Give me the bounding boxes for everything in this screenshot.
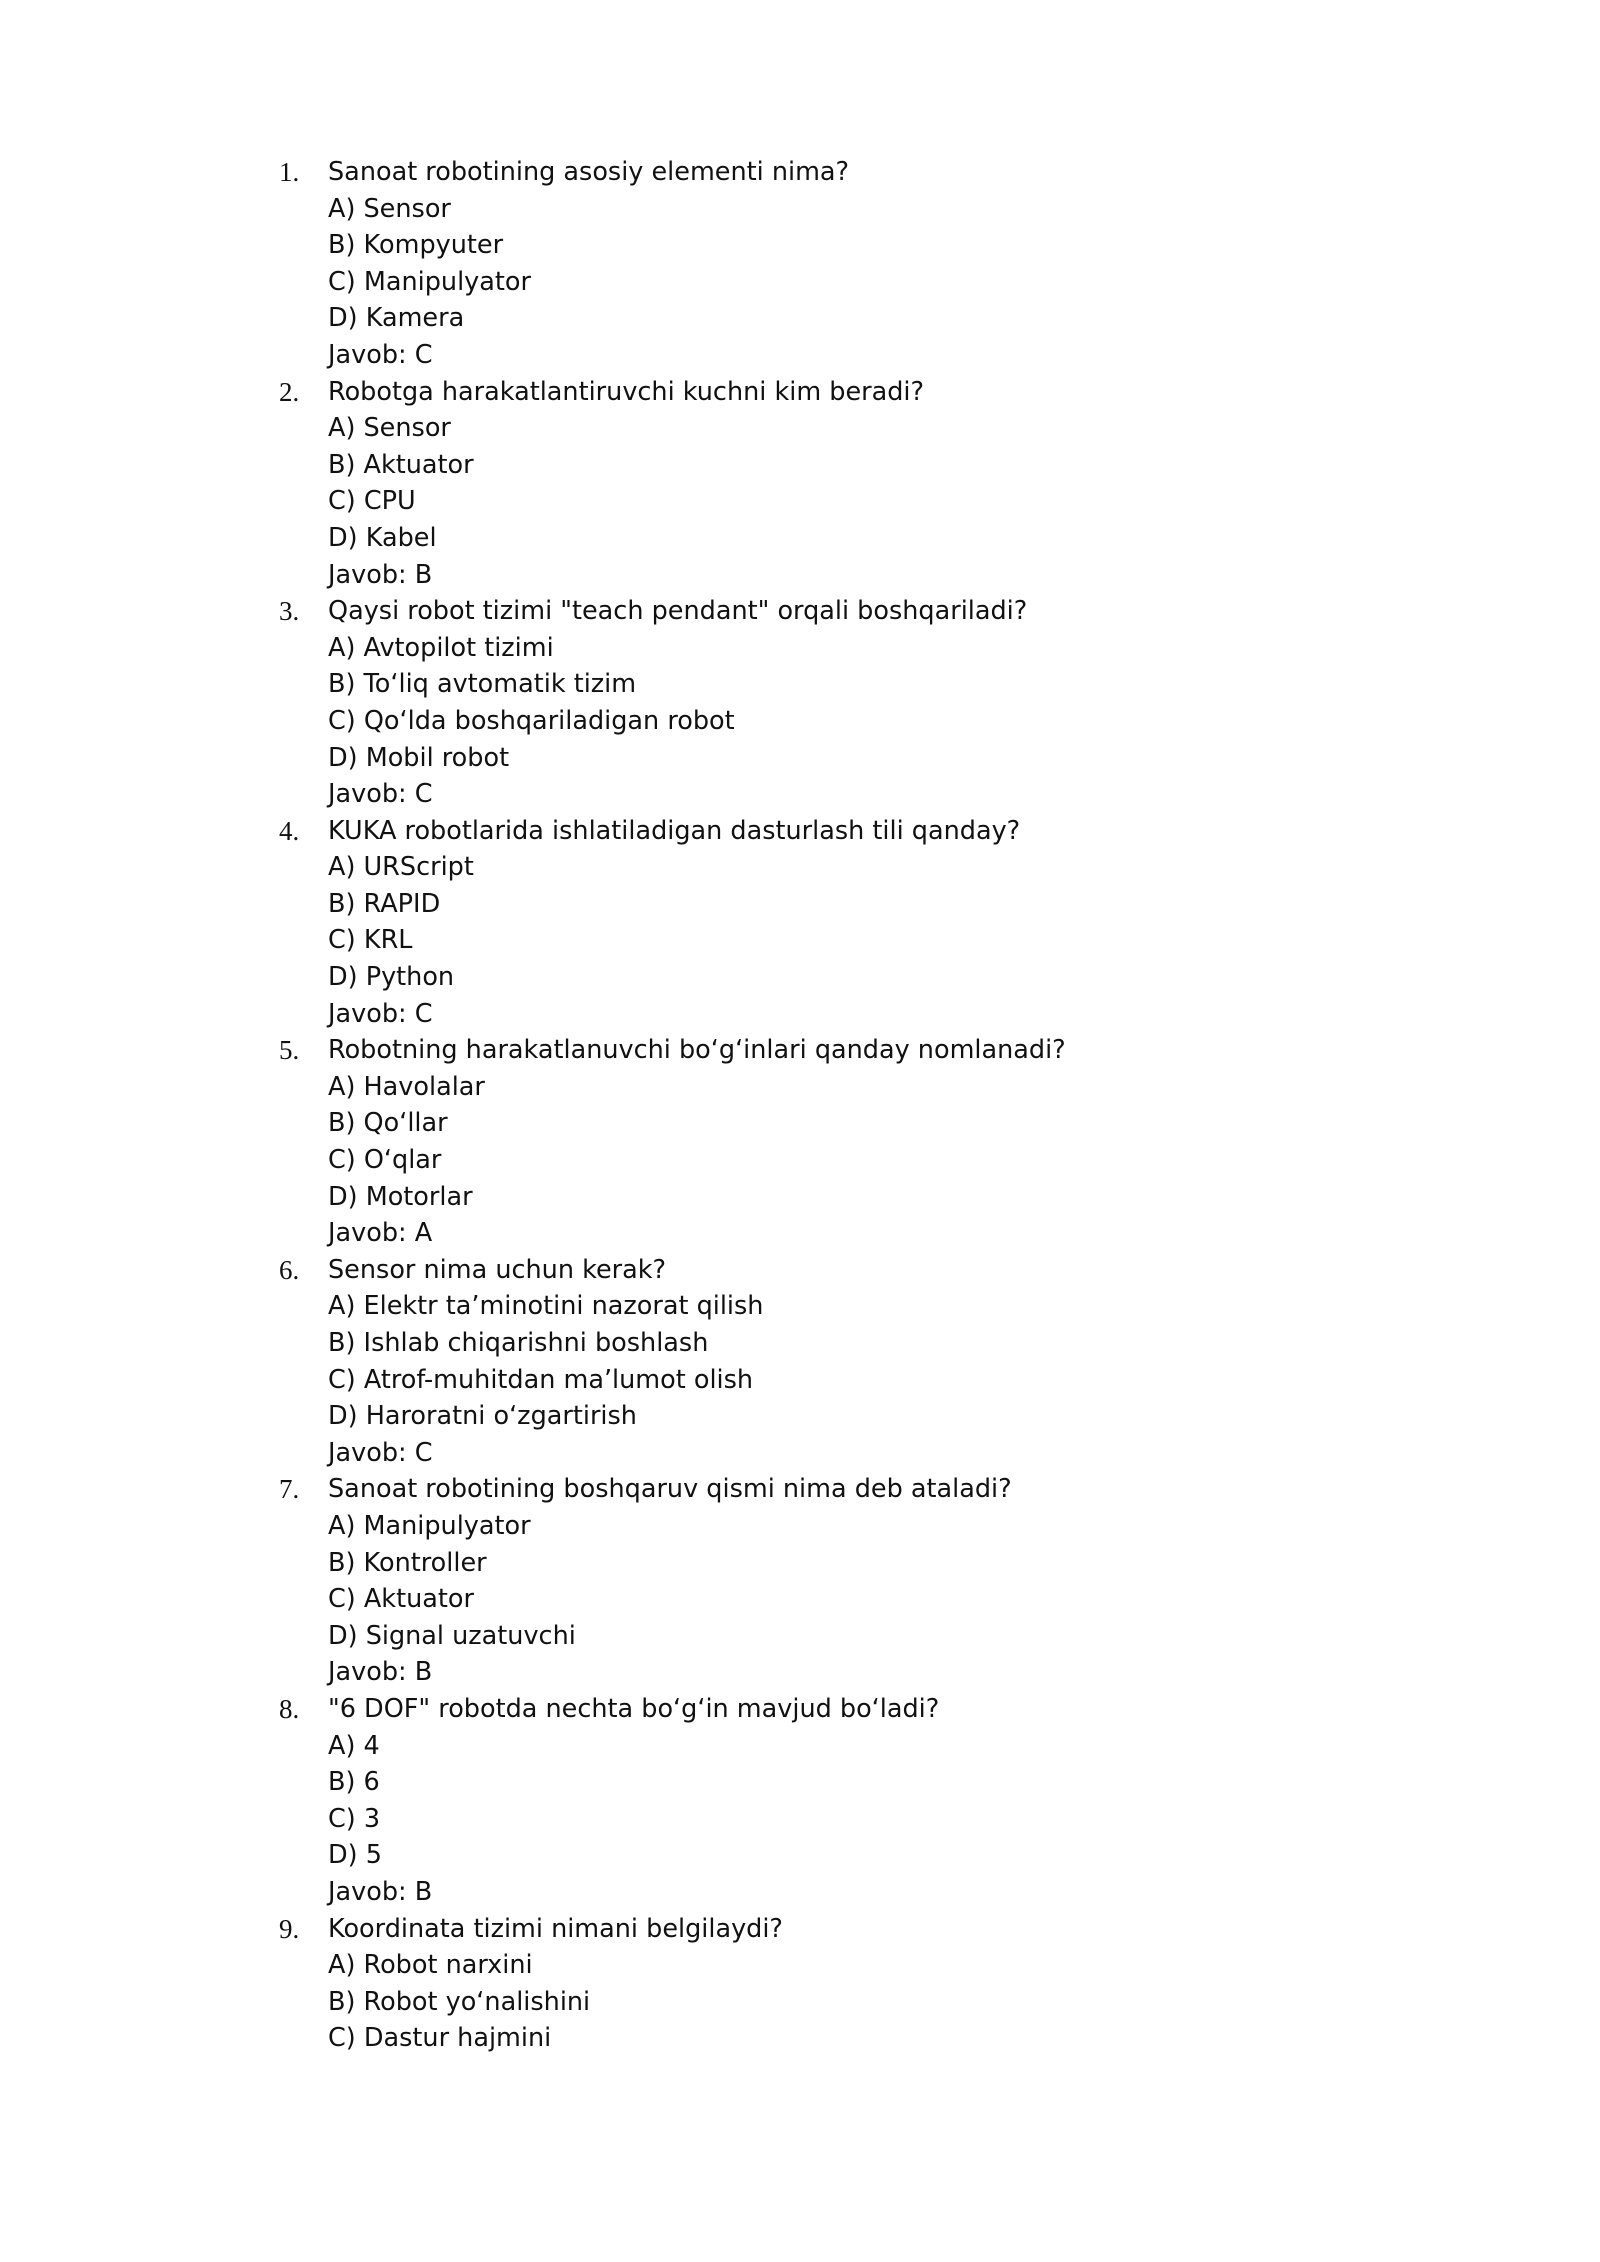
question-number: 4. <box>279 815 300 846</box>
question-number: 3. <box>279 596 300 627</box>
option-b: B) Qo‘llar <box>328 1108 448 1139</box>
question-number: 5. <box>279 1035 300 1066</box>
option-d: D) Kamera <box>328 303 465 334</box>
option-c: C) 3 <box>328 1803 381 1834</box>
answer-line: Javob: A <box>328 1218 433 1249</box>
question-number: 8. <box>279 1693 300 1724</box>
question-5 <box>0 1032 1600 1252</box>
option-b: B) Kontroller <box>328 1547 487 1578</box>
question-text: KUKA robotlarida ishlatiladigan dasturlash tili qanday? <box>328 815 1021 846</box>
option-b: B) Robot yo‘nalishini <box>328 1986 591 2017</box>
question-text: Robotning harakatlanuvchi bo‘g‘inlari qanday nomlanadi? <box>328 1035 1066 1066</box>
option-d: D) Mobil robot <box>328 742 510 773</box>
question-list <box>0 154 1600 2057</box>
question-text: Sensor nima uchun kerak? <box>328 1254 667 1285</box>
question-6 <box>0 1252 1600 1472</box>
option-a: A) Sensor <box>328 193 451 224</box>
question-text: "6 DOF" robotda nechta bo‘g‘in mavjud bo‘ladi? <box>328 1693 940 1724</box>
question-text: Sanoat robotining asosiy elementi nima? <box>328 157 850 187</box>
option-d: D) 5 <box>328 1840 382 1871</box>
question-text: Robotga harakatlantiruvchi kuchni kim beradi? <box>328 376 925 407</box>
answer-line: Javob: C <box>328 1437 433 1468</box>
answer-line: Javob: C <box>328 998 433 1029</box>
option-c: C) Aktuator <box>328 1584 474 1615</box>
option-b: B) Ishlab chiqarishni boshlash <box>328 1328 709 1358</box>
option-a: A) Avtopilot tizimi <box>328 632 554 663</box>
option-c: C) Atrof-muhitdan ma’lumot olish <box>328 1364 754 1395</box>
question-number: 1. <box>279 157 300 187</box>
question-number: 6. <box>279 1254 300 1285</box>
option-b: B) Kompyuter <box>328 230 504 261</box>
option-d: D) Signal uzatuvchi <box>328 1620 576 1651</box>
question-4 <box>0 813 1600 1033</box>
question-number: 9. <box>279 1913 300 1944</box>
option-d: D) Haroratni o‘zgartirish <box>328 1401 637 1432</box>
answer-line: Javob: B <box>328 559 433 590</box>
question-number: 2. <box>279 376 300 407</box>
question-9 <box>0 1911 1600 2057</box>
option-a: A) Robot narxini <box>328 1950 533 1981</box>
question-3 <box>0 593 1600 813</box>
option-b: B) 6 <box>328 1767 380 1798</box>
option-b: B) To‘liq avtomatik tizim <box>328 669 637 700</box>
option-a: A) 4 <box>328 1730 380 1761</box>
option-c: C) KRL <box>328 925 413 956</box>
option-d: D) Motorlar <box>328 1181 473 1212</box>
question-text: Qaysi robot tizimi "teach pendant" orqali boshqariladi? <box>328 596 1028 627</box>
option-c: C) Manipulyator <box>328 266 531 297</box>
option-a: A) Havolalar <box>328 1071 485 1102</box>
question-text: Sanoat robotining boshqaruv qismi nima deb ataladi? <box>328 1474 1012 1505</box>
answer-line: Javob: C <box>328 339 433 370</box>
answer-line: Javob: C <box>328 779 433 810</box>
option-d: D) Kabel <box>328 522 437 553</box>
option-b: B) Aktuator <box>328 449 474 480</box>
option-a: A) Elektr ta’minotini nazorat qilish <box>328 1291 764 1322</box>
question-8 <box>0 1691 1600 1911</box>
answer-line: Javob: B <box>328 1657 433 1688</box>
question-1 <box>0 154 1600 374</box>
question-7 <box>0 1471 1600 1691</box>
question-text: Koordinata tizimi nimani belgilaydi? <box>328 1913 783 1944</box>
option-d: D) Python <box>328 962 455 993</box>
option-c: C) CPU <box>328 486 416 517</box>
option-c: C) O‘qlar <box>328 1145 442 1176</box>
option-a: A) URScript <box>328 852 474 883</box>
option-b: B) RAPID <box>328 888 441 919</box>
option-a: A) Manipulyator <box>328 1510 531 1541</box>
answer-line: Javob: B <box>328 1876 433 1907</box>
question-number: 7. <box>279 1474 300 1505</box>
option-a: A) Sensor <box>328 413 451 444</box>
option-c: C) Dastur hajmini <box>328 2023 552 2054</box>
question-2 <box>0 374 1600 594</box>
option-c: C) Qo‘lda boshqariladigan robot <box>328 705 735 736</box>
